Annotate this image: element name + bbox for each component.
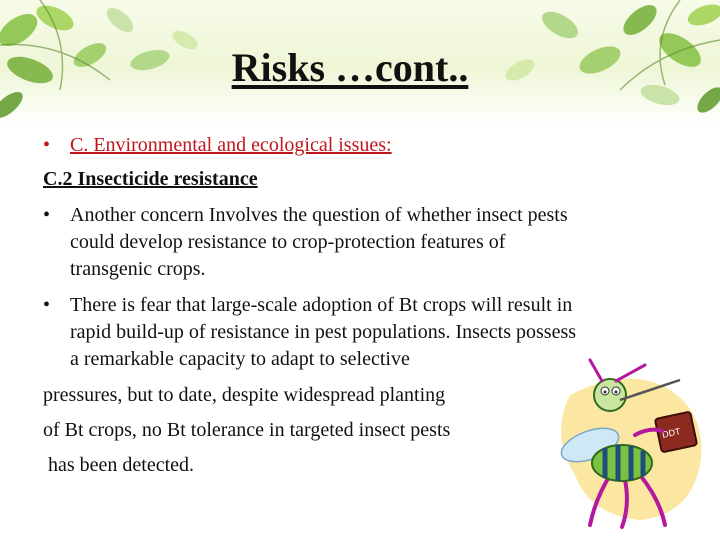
bullet: • [43,204,51,226]
list-item [43,132,392,158]
subsection-heading: C.2 Insecticide resistance [43,168,258,190]
mosquito-with-ddt-illustration [550,355,710,530]
text-line: rapid build-up of resistance in pest populations. Insects possess [70,321,577,343]
text-line: There is fear that large-scale adoption of Bt crops will result in [70,294,573,316]
ddt-label: DDT [661,426,682,440]
page-title: Risks …cont.. [231,45,469,90]
text-line: Another concern Involves the question of whether insect pests [70,204,568,226]
text-line: could develop resistance to crop-protection features of [70,231,506,253]
bullet: • [43,134,51,156]
text-line: a remarkable capacity to adapt to selective [70,348,410,370]
text-line: of Bt crops, no Bt tolerance in targeted insect pests [43,419,451,441]
list-item [43,202,568,228]
text-line: transgenic crops. [70,258,206,280]
text-line: has been detected. [48,454,195,476]
section-heading: C. Environmental and ecological issues: [70,134,392,156]
bullet: • [43,294,51,316]
text-line: pressures, but to date, despite widespread planting [43,384,446,406]
list-item [43,292,573,318]
